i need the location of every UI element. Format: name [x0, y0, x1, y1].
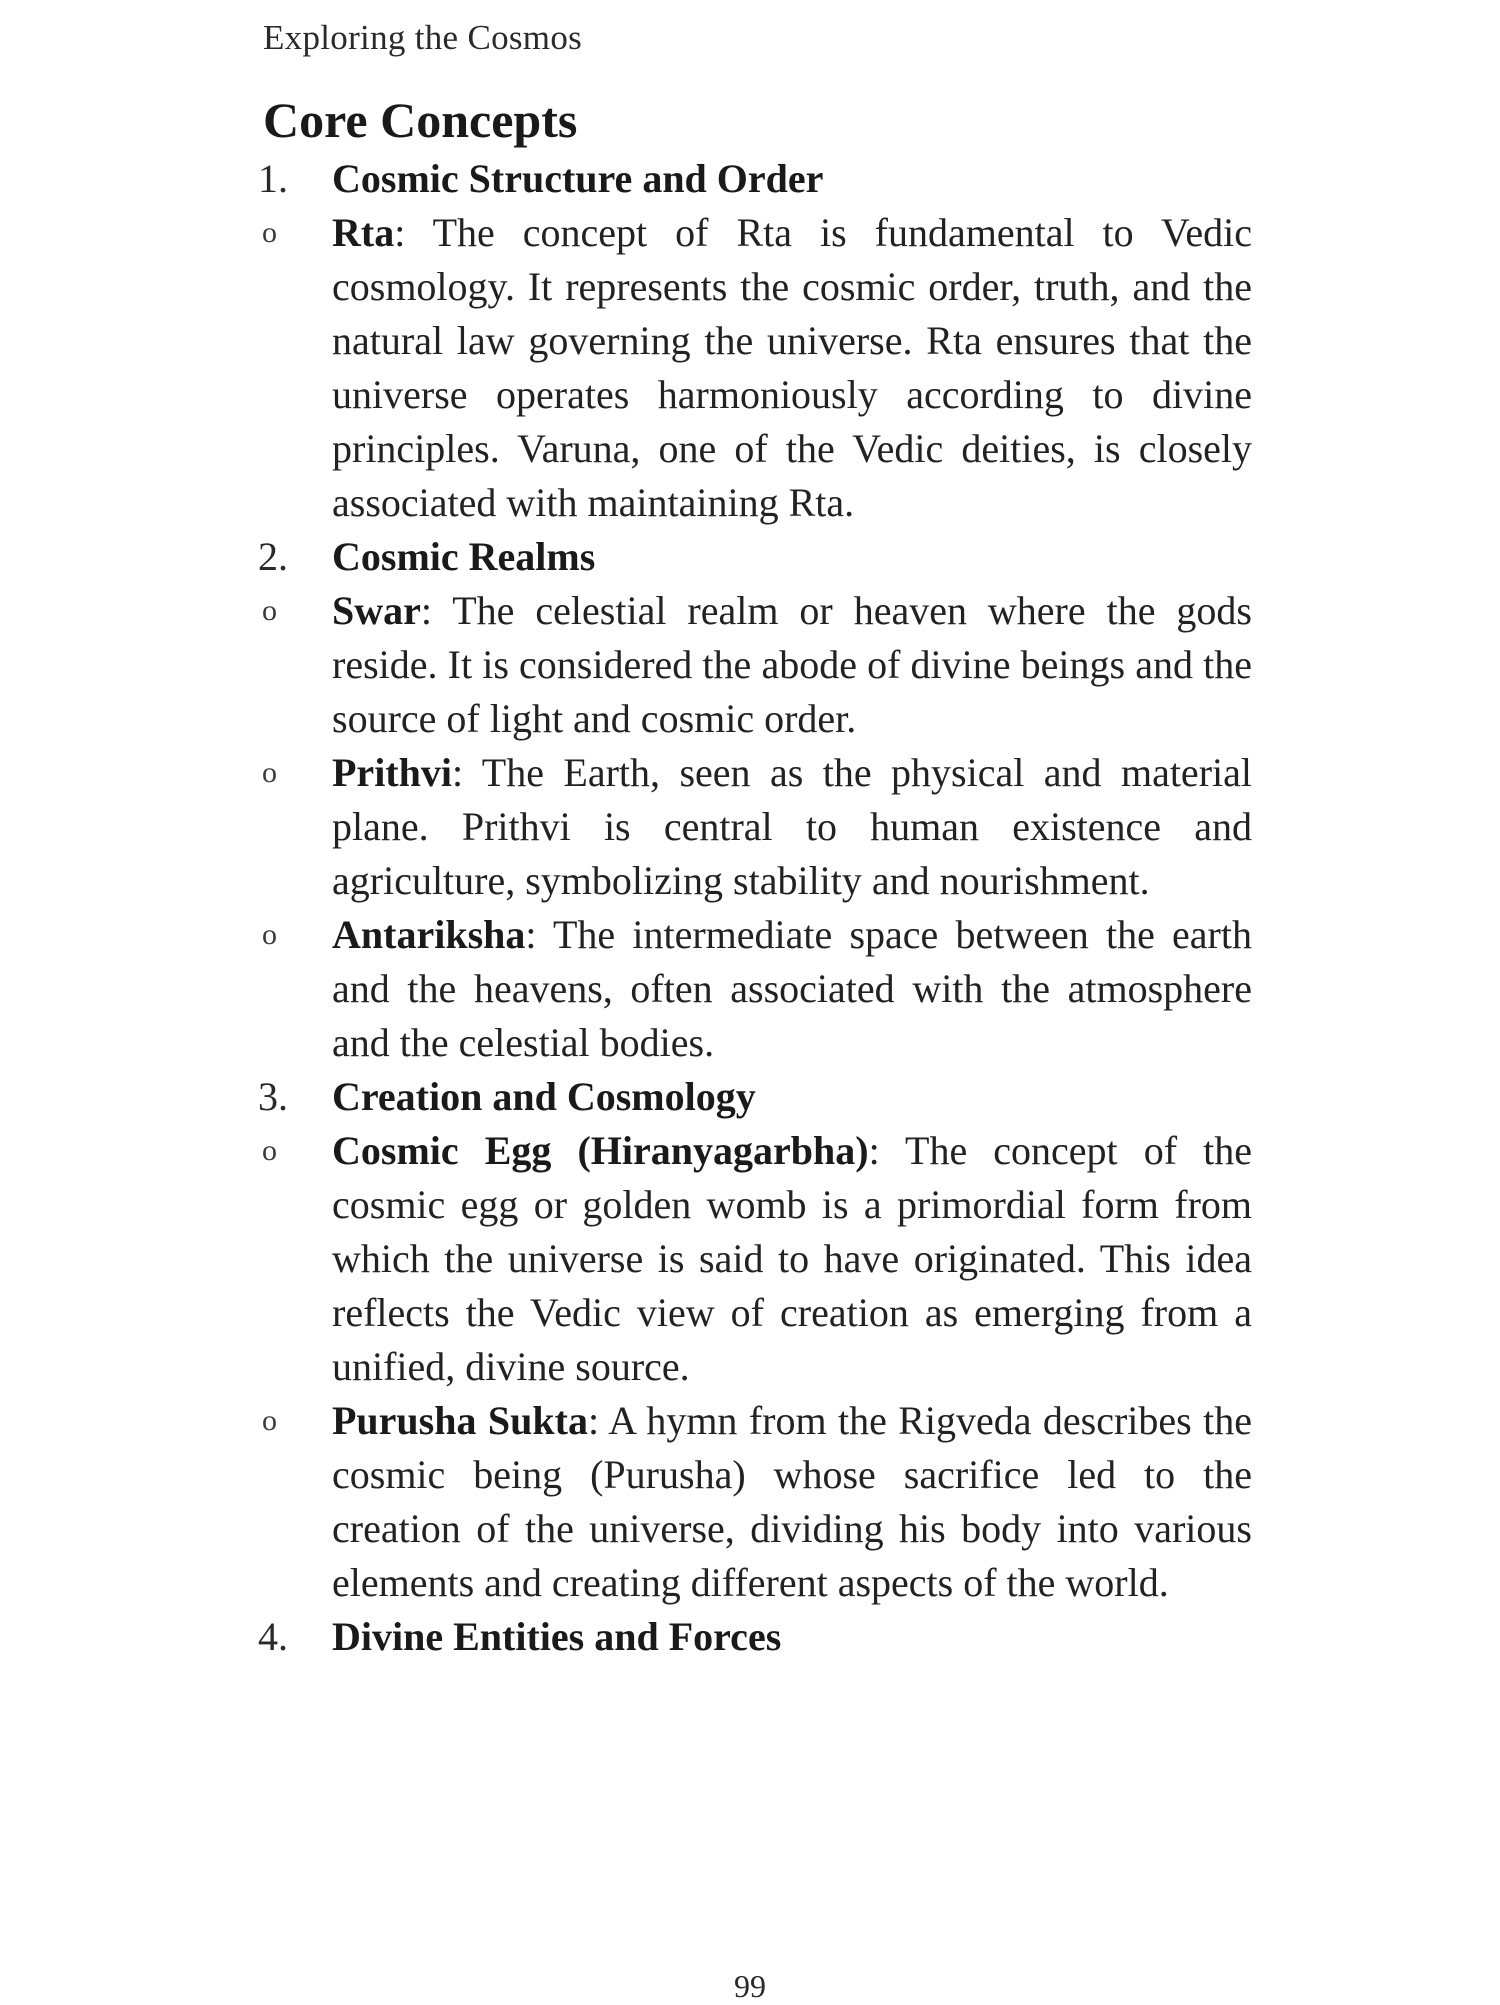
section-number: 1. [258, 156, 288, 201]
bullet-text [332, 908, 1252, 1070]
definition: : A hymn from the Rigveda describes the cosmic being (Purusha) whose sacrifice led to the creation of the universe, dividing his body into various elements and creating different aspects of the world. [332, 1398, 1252, 1605]
section-heading-text: Divine Entities and Forces [332, 1614, 782, 1659]
bullet-text [332, 584, 1252, 746]
bullet-circle-icon: o [262, 1134, 277, 1167]
definition: : The intermediate space between the earth and the heavens, often associated with the atmosphere and the celestial bodies. [332, 912, 1252, 1065]
bullet-text [332, 746, 1252, 908]
bullet-text [332, 1124, 1252, 1394]
list-item [0, 1394, 1500, 1610]
term: Antariksha [332, 912, 526, 957]
term: Cosmic Egg (Hiranyagarbha) [332, 1128, 869, 1173]
bullet-circle-icon: o [262, 216, 277, 249]
section-heading-3 [0, 1070, 1500, 1124]
bullet-circle-icon: o [262, 756, 277, 789]
list-item [0, 1124, 1500, 1394]
bullet-text [332, 206, 1252, 530]
bullet-circle-icon: o [262, 594, 277, 627]
content [0, 152, 1500, 1664]
bullet-text [332, 1394, 1252, 1610]
section-heading-text: Cosmic Realms [332, 534, 596, 579]
definition: : The Earth, seen as the physical and material plane. Prithvi is central to human existence and agriculture, symbolizing stability and nourishment. [332, 750, 1252, 903]
list-item [0, 746, 1500, 908]
section-number: 4. [258, 1614, 288, 1659]
list-item [0, 584, 1500, 746]
definition: : The concept of Rta is fundamental to Vedic cosmology. It represents the cosmic order, truth, and the natural law governing the universe. Rta ensures that the universe operates harmoniously according to divine principles. Varuna, one of the Vedic deities, is closely associated with maintaining Rta. [332, 210, 1252, 525]
definition: : The celestial realm or heaven where the gods reside. It is considered the abode of divine beings and the source of light and cosmic order. [332, 588, 1252, 741]
section-number: 2. [258, 534, 288, 579]
definition: : The concept of the cosmic egg or golden womb is a primordial form from which the universe is said to have originated. This idea reflects the Vedic view of creation as emerging from a unified, divine source. [332, 1128, 1252, 1389]
bullet-circle-icon: o [262, 918, 277, 951]
section-heading-text: Cosmic Structure and Order [332, 156, 824, 201]
section-heading-text: Creation and Cosmology [332, 1074, 756, 1119]
page-number: 99 [734, 1968, 766, 2004]
section-number: 3. [258, 1074, 288, 1119]
list-item [0, 206, 1500, 530]
page-title: Core Concepts [263, 92, 578, 148]
section-heading-2 [0, 530, 1500, 584]
term: Prithvi [332, 750, 452, 795]
section-heading-1 [0, 152, 1500, 206]
term: Rta [332, 210, 395, 255]
bullet-circle-icon: o [262, 1404, 277, 1437]
term: Swar [332, 588, 421, 633]
list-item [0, 908, 1500, 1070]
section-heading-4 [0, 1610, 1500, 1664]
term: Purusha Sukta [332, 1398, 588, 1443]
running-header: Exploring the Cosmos [263, 18, 583, 57]
